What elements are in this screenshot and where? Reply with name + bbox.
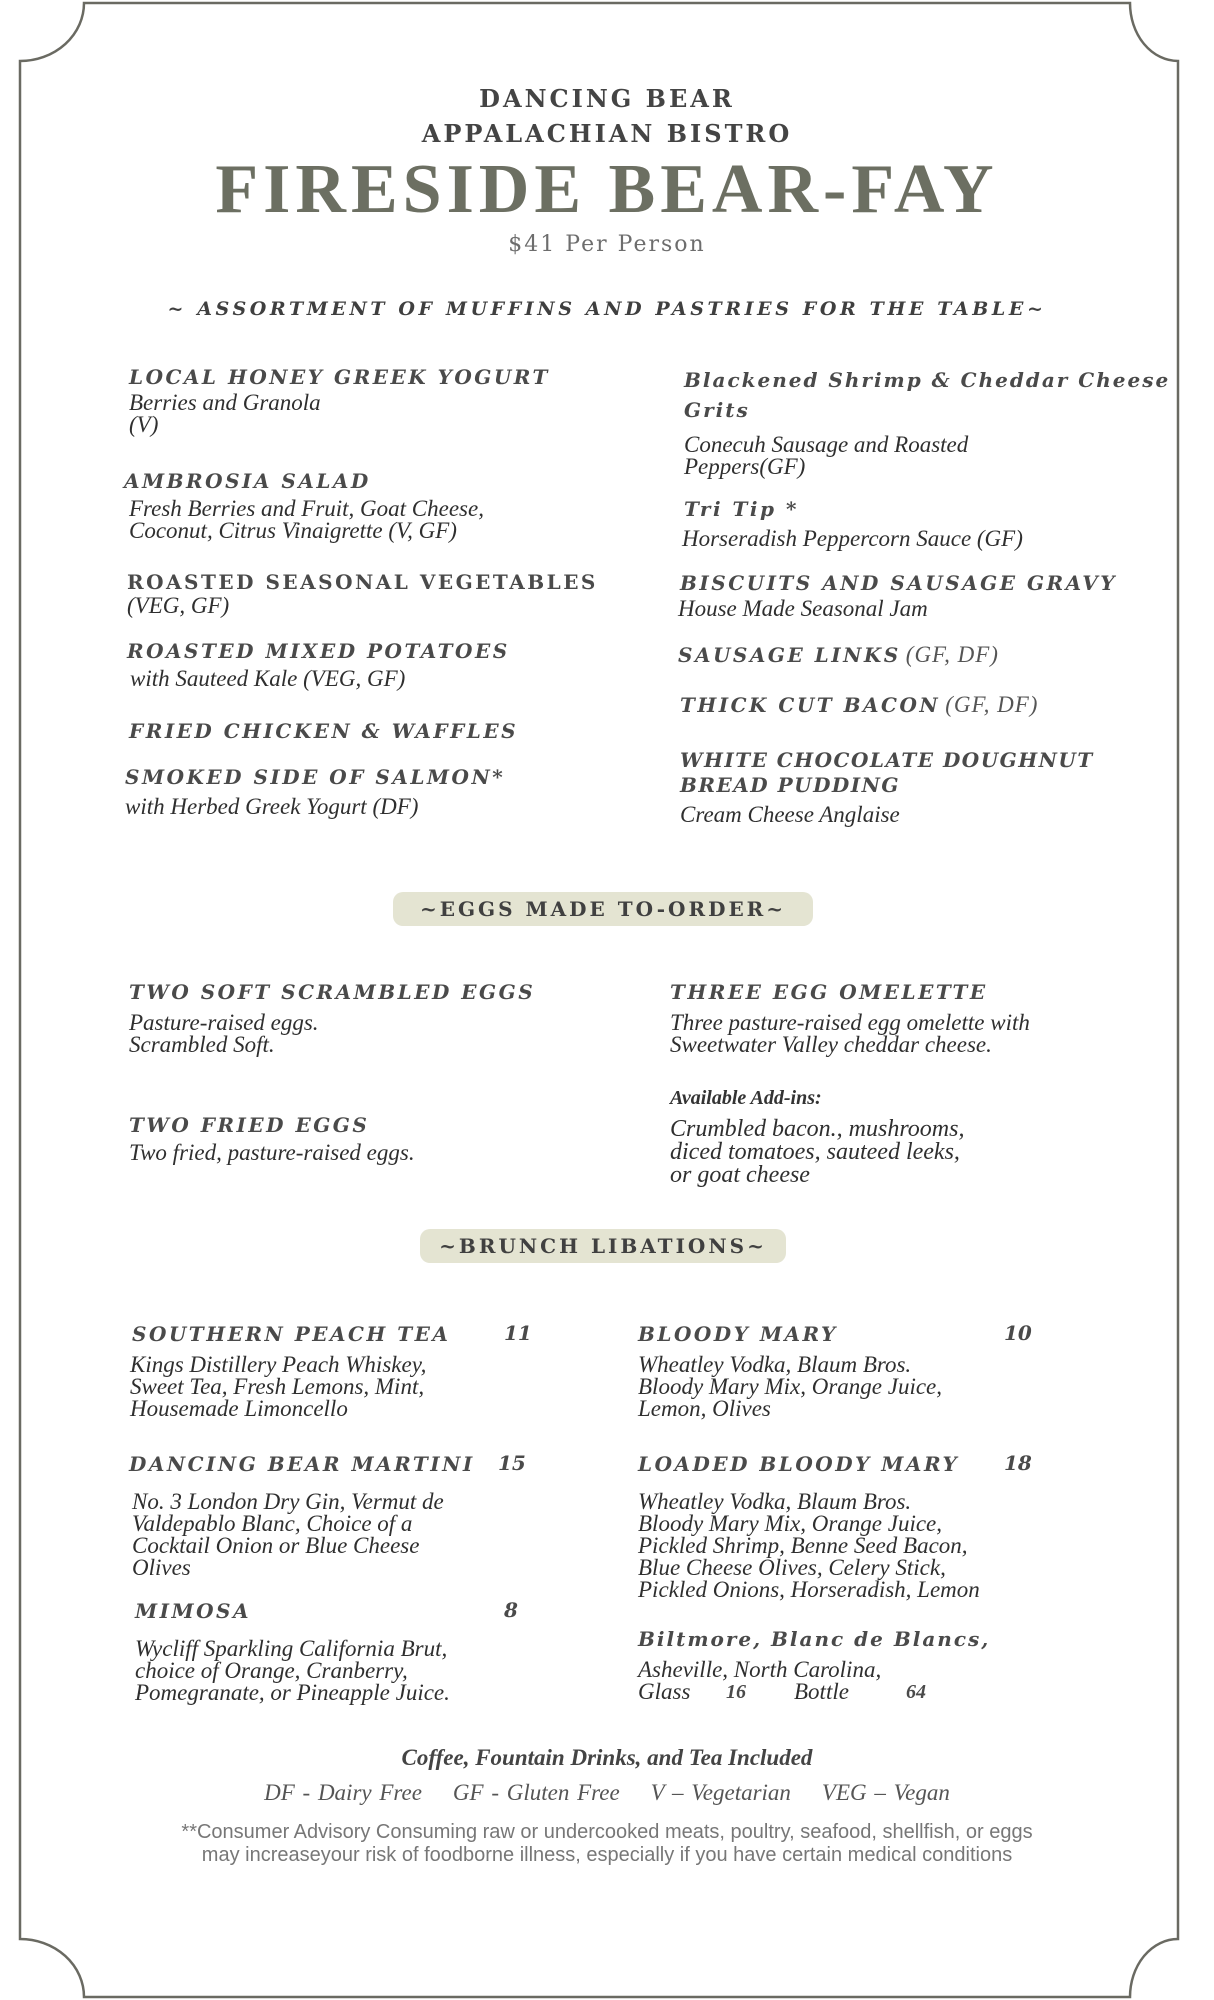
- glass-price: 16: [726, 1681, 746, 1703]
- item-row: [680, 692, 1038, 718]
- restaurant-subtitle: APPALACHIAN BISTRO: [421, 119, 793, 148]
- drink-desc: Wheatley Vodka, Blaum Bros. Bloody Mary Mix, Orange Juice, Lemon, Olives: [638, 1352, 943, 1421]
- drink-desc: Wheatley Vodka, Blaum Bros. Bloody Mary Mix, Orange Juice, Pickled Shrimp, Benne Seed Bacon, Blue Cheese Olives, Celery Stick, Pickled Onions, Horseradish, Lemon: [638, 1489, 980, 1602]
- item-name: TWO SOFT SCRAMBLED EGGS: [129, 980, 536, 1004]
- drink-desc: Wycliff Sparkling California Brut, choice of Orange, Cranberry, Pomegranate, or Pineapple Juice.: [135, 1636, 450, 1705]
- item-name: SAUSAGE LINKS: [678, 643, 901, 667]
- item-row: [678, 642, 999, 668]
- bottle-label: Bottle: [794, 1679, 849, 1704]
- restaurant-name: DANCING BEAR: [479, 84, 735, 113]
- addins-list: Crumbled bacon., mushrooms, diced tomatoes, sauteed leeks, or goat cheese: [670, 1116, 965, 1188]
- drink-name: MIMOSA: [135, 1599, 252, 1623]
- wine-name: Biltmore, Blanc de Blancs,: [638, 1627, 991, 1651]
- glass-label: Glass: [638, 1679, 691, 1704]
- item-desc: Three pasture-raised egg omelette with Sweetwater Valley cheddar cheese.: [670, 1010, 1030, 1057]
- item-name: Tri Tip *: [684, 497, 799, 521]
- item-desc: with Herbed Greek Yogurt (DF): [125, 794, 419, 819]
- item-desc: Cream Cheese Anglaise: [680, 802, 900, 827]
- item-name: TWO FRIED EGGS: [129, 1113, 370, 1137]
- item-name: FRIED CHICKEN & WAFFLES: [129, 719, 519, 743]
- drink-price: 18: [1004, 1451, 1032, 1475]
- drink-desc: No. 3 London Dry Gin, Vermut de Valdepablo Blanc, Choice of a Cocktail Onion or Blue Cheese Olives: [132, 1489, 444, 1580]
- item-desc: (VEG, GF): [127, 593, 230, 618]
- drink-price: 11: [504, 1321, 532, 1345]
- bottle-price: 64: [906, 1681, 926, 1703]
- item-desc: Pasture-raised eggs. Scrambled Soft.: [129, 1010, 319, 1057]
- item-desc: Fresh Berries and Fruit, Goat Cheese, Coconut, Citrus Vinaigrette (V, GF): [129, 496, 484, 543]
- diet-legend: DF - Dairy Free GF - Gluten Free V – Vegetarian VEG – Vegan: [264, 1780, 950, 1805]
- pastries-note: ~ ASSORTMENT OF MUFFINS AND PASTRIES FOR THE TABLE~: [167, 298, 1047, 320]
- beverages-included-note: Coffee, Fountain Drinks, and Tea Included: [401, 1745, 813, 1770]
- item-name: WHITE CHOCOLATE DOUGHNUT BREAD PUDDING: [680, 748, 1094, 797]
- drink-name: DANCING BEAR MARTINI: [129, 1452, 475, 1476]
- consumer-advisory: **Consumer Advisory Consuming raw or undercooked meats, poultry, seafood, shellfish, or eggs may increaseyour risk of foodborne illness, especially if you have certain medical conditions: [181, 1821, 1033, 1866]
- item-desc: Two fried, pasture-raised eggs.: [129, 1140, 415, 1165]
- item-name: LOCAL HONEY GREEK YOGURT: [129, 365, 550, 389]
- item-name: AMBROSIA SALAD: [124, 469, 371, 493]
- menu-title: FIRESIDE BEAR-FAY: [215, 151, 999, 228]
- wine-pricing: [638, 1681, 958, 1703]
- item-name: THREE EGG OMELETTE: [670, 980, 988, 1004]
- item-desc: Conecuh Sausage and Roasted Peppers(GF): [684, 432, 969, 479]
- item-name: SMOKED SIDE OF SALMON*: [125, 765, 506, 789]
- drink-name: LOADED BLOODY MARY: [638, 1452, 960, 1476]
- item-name: BISCUITS AND SAUSAGE GRAVY: [680, 571, 1118, 595]
- item-name: ROASTED SEASONAL VEGETABLES: [127, 570, 598, 594]
- item-name: ROASTED MIXED POTATOES: [127, 639, 510, 663]
- libations-section-heading: ~BRUNCH LIBATIONS~: [420, 1229, 786, 1263]
- menu-price: $41 Per Person: [508, 232, 706, 257]
- drink-price: 15: [498, 1451, 526, 1475]
- drink-name: SOUTHERN PEACH TEA: [132, 1322, 451, 1346]
- diet-tag: (GF, DF): [905, 642, 999, 667]
- drink-desc: Kings Distillery Peach Whiskey, Sweet Tea, Fresh Lemons, Mint, Housemade Limoncello: [130, 1352, 427, 1421]
- wine-desc: Asheville, North Carolina,: [638, 1657, 882, 1682]
- item-desc: Berries and Granola (V): [129, 390, 321, 437]
- item-desc: House Made Seasonal Jam: [678, 596, 928, 621]
- item-desc: with Sauteed Kale (VEG, GF): [130, 666, 406, 691]
- diet-tag: (GF, DF): [945, 692, 1039, 717]
- drink-price: 10: [1004, 1321, 1032, 1345]
- item-name: Blackened Shrimp & Cheddar Cheese Grits: [684, 368, 1171, 422]
- eggs-section-heading: ~EGGS MADE TO-ORDER~: [393, 892, 813, 926]
- drink-name: BLOODY MARY: [638, 1322, 838, 1346]
- drink-price: 8: [504, 1598, 518, 1622]
- item-desc: Horseradish Peppercorn Sauce (GF): [682, 526, 1023, 551]
- item-name: THICK CUT BACON: [680, 693, 941, 717]
- addins-label: Available Add-ins:: [670, 1087, 822, 1109]
